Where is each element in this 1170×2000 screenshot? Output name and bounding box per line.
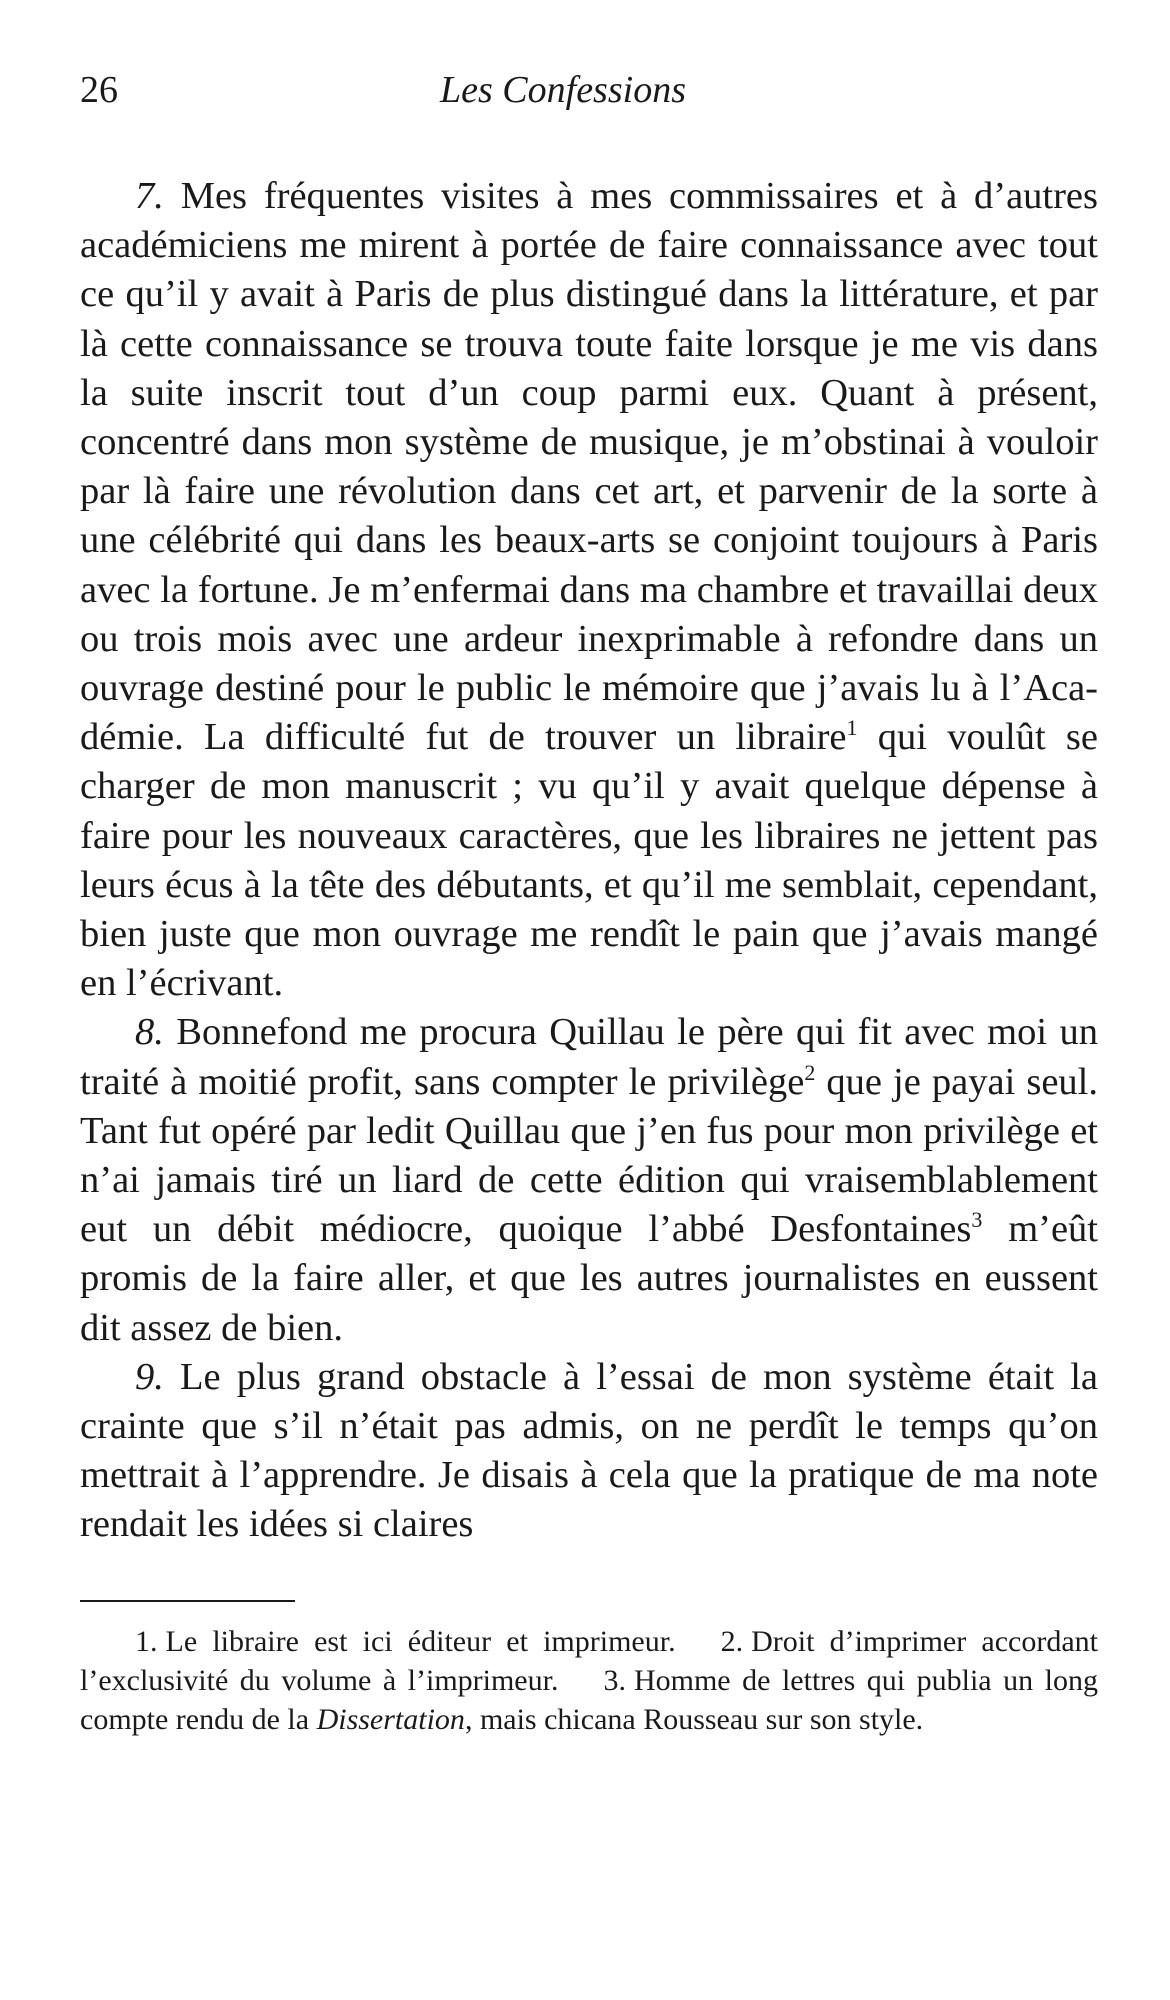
paragraph-text: que je payai seul. Tant fut opéré par ledit Quillau que j’en fus pour mon privilège et n’ai jamais tiré un liard de cette édition qui vraisemblablement eut un débit médiocre, quoique l’abbé Desfontaines bbox=[80, 1060, 1099, 1251]
paragraph-number: 9. bbox=[135, 1355, 164, 1398]
footnote-ref[interactable]: 2 bbox=[804, 1059, 816, 1085]
page-number: 26 bbox=[80, 69, 118, 111]
paragraph-number: 7. bbox=[135, 175, 164, 217]
footnote-text: Le libraire est ici éditeur et imprimeur. bbox=[165, 1624, 676, 1658]
running-title: Les Confessions bbox=[440, 69, 686, 111]
paragraph-number: 8. bbox=[135, 1011, 164, 1054]
footnote-1 bbox=[135, 1625, 676, 1658]
footnote-text: Droit d’imprimer accordant l’exclusivité du volume à l’imprimeur. bbox=[80, 1624, 1098, 1697]
footnote-label: 1. bbox=[135, 1624, 158, 1658]
paragraph-text: qui voulût se charger de mon manuscrit ; vu qu’il y avait quelque dépense à faire pour les nouveaux caractères, que les libraires ne jettent pas leurs écus à la tête des débutants, et qu’il me semblait, cependant, bien juste que mon ouvrage me rendît le pain que j’avais mangé en l’écrivant. bbox=[80, 716, 1098, 1005]
paragraph-text: Mes fréquentes visites à mes commissaires et à d’autres académiciens me mirent à portée de faire connaissance avec tout ce qu’il y avait à Paris de plus distingué dans la littérature, et par là cette connaissance se trouva toute faite lorsque je me vis dans la suite inscrit tout d’un coup parmi eux. Quant à présent, concentré dans mon système de musique, je m’obstinai à vouloir par là faire une révolution dans cet art, et parvenir de la sorte à une célébrité qui dans les beaux-arts se conjoint toujours à Paris avec la fortune. Je m’enfermai dans ma chambre et travaillai deux ou trois mois avec une ardeur inexprimable à refondre dans un ouvrage destiné pour le public le mémoire que j’avais lu à l’Académie. La difficulté fut de trouver un libraire bbox=[80, 175, 1098, 759]
body-text bbox=[80, 172, 1098, 1550]
footnote-text: Homme de lettres qui publia un long compte rendu de la bbox=[80, 1663, 1098, 1736]
footnote-ref[interactable]: 1 bbox=[846, 715, 858, 741]
footnote-ref[interactable]: 3 bbox=[971, 1207, 983, 1233]
footnote-separator bbox=[80, 1600, 295, 1602]
paragraph-8 bbox=[80, 1008, 1098, 1352]
running-head bbox=[80, 60, 1098, 120]
footnote-label: 2. bbox=[720, 1624, 744, 1658]
paragraph-text: Le plus grand obstacle à l’essai de mon système était la crainte que s’il n’était pas admis, on ne perdît le temps qu’on mettrait à l’apprendre. Je disais à cela que la pratique de ma note rendait les idées si claires bbox=[80, 1355, 1098, 1546]
footnote-title: Dissertation bbox=[316, 1702, 465, 1736]
footnote-label: 3. bbox=[603, 1663, 626, 1697]
paragraph-9 bbox=[80, 1353, 1098, 1550]
paragraph-text: Bonnefond me procura Quillau le père qui fit avec moi un traité à moitié profit, sans compter le privilège bbox=[80, 1011, 1098, 1103]
paragraph-7 bbox=[80, 172, 1098, 1008]
footnotes bbox=[80, 1622, 1098, 1739]
book-page bbox=[80, 60, 1098, 1739]
footnote-text: , mais chicana Rousseau sur son style. bbox=[464, 1702, 924, 1736]
paragraph-text: m’eût promis de la faire aller, et que les autres journalistes en eussent dit assez de bien. bbox=[80, 1208, 1098, 1349]
